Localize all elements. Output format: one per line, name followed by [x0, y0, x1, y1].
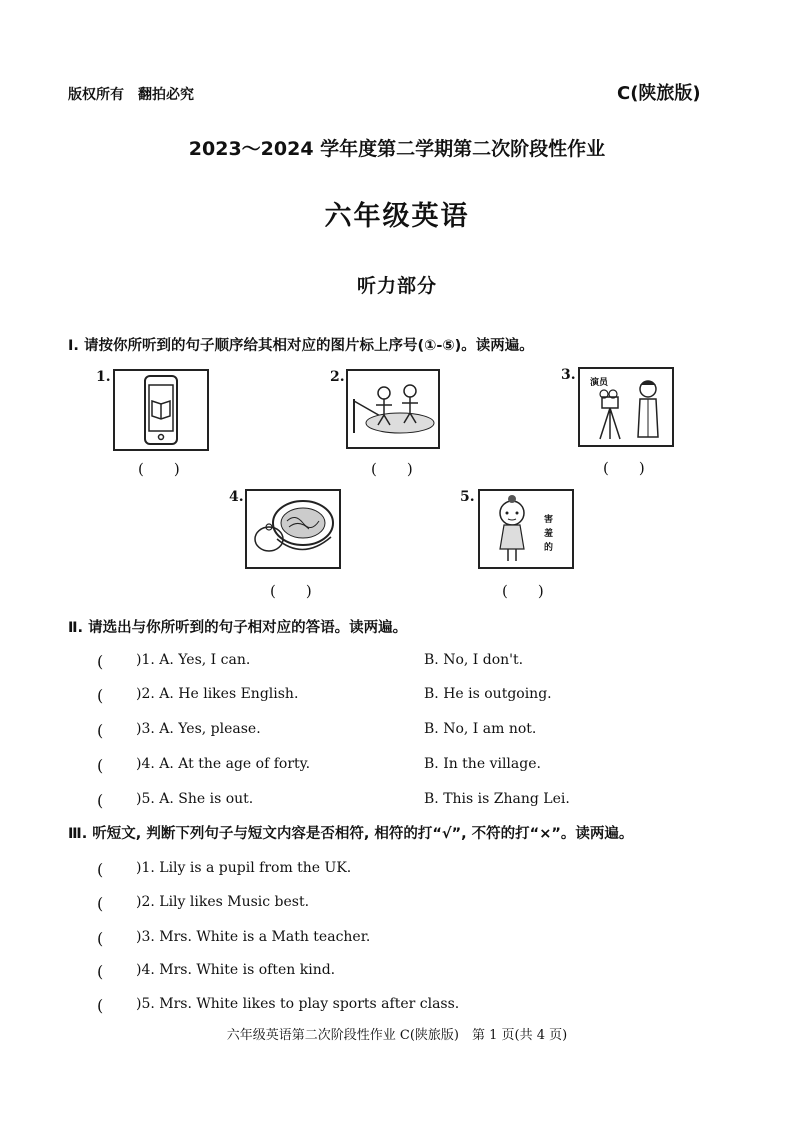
- part-title: 听力部分: [356, 275, 437, 297]
- answer-bracket[interactable]: (: [97, 996, 104, 1015]
- actor-caption: 演员: [590, 378, 609, 388]
- section1-instruction: Ⅰ. 请按你所听到的句子顺序给其相对应的图片标上序号(①-⑤)。读两遍。: [68, 338, 534, 354]
- answer-bracket[interactable]: (: [97, 860, 104, 879]
- option-a: )4. A. At the age of forty.: [136, 756, 311, 772]
- picture-3-answer-blank[interactable]: ( ): [603, 459, 645, 477]
- page-footer: 六年级英语第二次阶段性作业 C(陕旅版) 第 1 页(共 4 页): [226, 1028, 568, 1043]
- picture-5-shy-girl: [478, 489, 574, 569]
- option-a: )5. A. She is out.: [136, 791, 254, 807]
- shy-caption: 害羞的: [544, 515, 554, 553]
- statement-text: )3. Mrs. White is a Math teacher.: [136, 929, 371, 945]
- noodle-bowl-icon: [247, 491, 339, 567]
- section3-instruction: Ⅲ. 听短文, 判断下列句子与短文内容是否相符, 相符的打“√”, 不符的打“×”。读两遍。: [68, 826, 634, 842]
- statement-text: )5. Mrs. White likes to play sports after class.: [136, 996, 460, 1012]
- statement-text: )2. Lily likes Music best.: [136, 894, 310, 910]
- picture-2-number: 2.: [330, 369, 345, 385]
- answer-bracket[interactable]: (: [97, 721, 104, 740]
- picture-5-number: 5.: [460, 489, 475, 505]
- section2-instruction: Ⅱ. 请选出与你所听到的句子相对应的答语。读两遍。: [68, 620, 408, 636]
- picture-2-kids-playing: [346, 369, 440, 449]
- answer-bracket[interactable]: (: [97, 756, 104, 775]
- option-b: B. No, I am not.: [424, 721, 537, 737]
- shy-girl-icon: [480, 491, 572, 567]
- phone-book-icon: [115, 371, 207, 449]
- picture-3-actor: [578, 367, 674, 447]
- answer-bracket[interactable]: (: [97, 929, 104, 948]
- subject-title: 六年级英语: [324, 201, 470, 232]
- term-title: 2023～2024 学年度第二学期第二次阶段性作业: [188, 138, 606, 160]
- edition-label: C(陕旅版): [617, 83, 701, 104]
- option-b: B. In the village.: [424, 756, 541, 772]
- option-b: B. No, I don't.: [424, 652, 524, 668]
- picture-2-answer-blank[interactable]: ( ): [371, 460, 413, 478]
- option-a: )2. A. He likes English.: [136, 686, 299, 702]
- picture-1-phone-reading: [113, 369, 209, 451]
- picture-1-number: 1.: [96, 369, 111, 385]
- option-a: )1. A. Yes, I can.: [136, 652, 251, 668]
- picture-4-number: 4.: [229, 489, 244, 505]
- picture-4-noodle-bowl: [245, 489, 341, 569]
- option-b: B. He is outgoing.: [424, 686, 552, 702]
- answer-bracket[interactable]: (: [97, 962, 104, 981]
- picture-5-answer-blank[interactable]: ( ): [502, 582, 544, 600]
- picture-1-answer-blank[interactable]: ( ): [138, 460, 180, 478]
- answer-bracket[interactable]: (: [97, 791, 104, 810]
- copyright-notice: 版权所有 翻拍必究: [68, 87, 194, 103]
- answer-bracket[interactable]: (: [97, 686, 104, 705]
- answer-bracket[interactable]: (: [97, 894, 104, 913]
- statement-text: )4. Mrs. White is often kind.: [136, 962, 336, 978]
- picture-3-number: 3.: [561, 367, 576, 383]
- statement-text: )1. Lily is a pupil from the UK.: [136, 860, 352, 876]
- option-b: B. This is Zhang Lei.: [424, 791, 570, 807]
- picture-4-answer-blank[interactable]: ( ): [270, 582, 312, 600]
- kids-playing-icon: [348, 371, 438, 447]
- answer-bracket[interactable]: (: [97, 652, 104, 671]
- option-a: )3. A. Yes, please.: [136, 721, 261, 737]
